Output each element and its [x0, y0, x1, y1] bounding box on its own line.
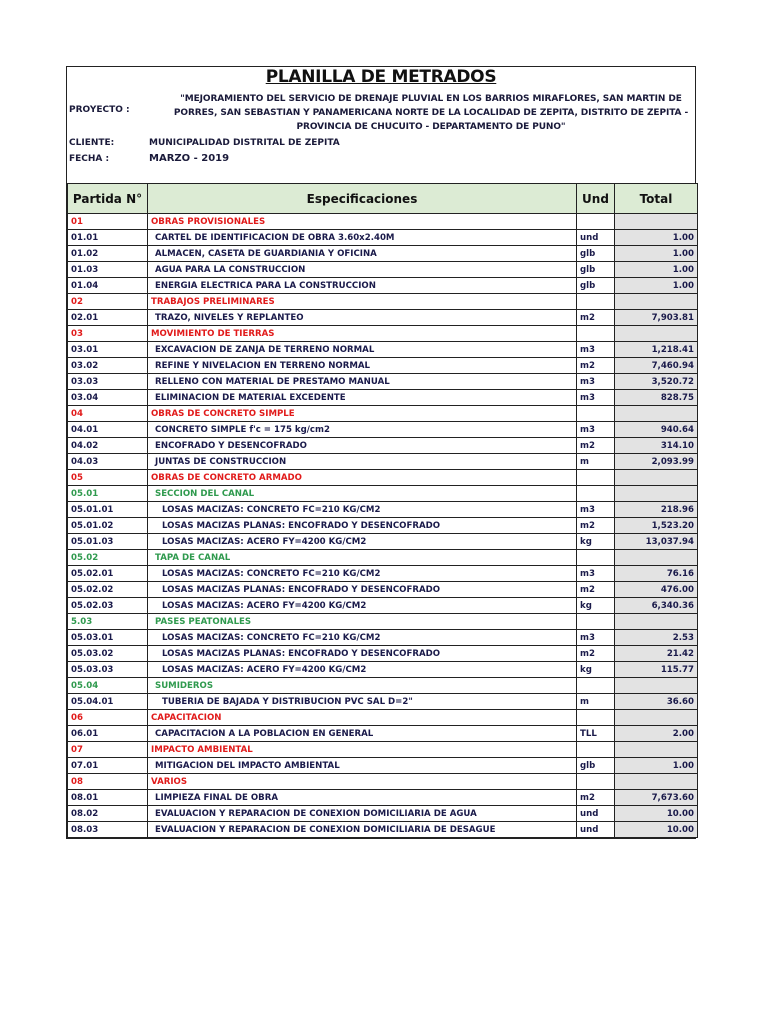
partida-cell: 01.03 [68, 262, 148, 278]
unit-cell: m3 [577, 566, 615, 582]
spec-cell: AGUA PARA LA CONSTRUCCION [148, 262, 577, 278]
total-cell [615, 614, 698, 630]
total-cell: 314.10 [615, 438, 698, 454]
total-cell: 1.00 [615, 246, 698, 262]
total-cell: 218.96 [615, 502, 698, 518]
unit-cell [577, 678, 615, 694]
proyecto-label: PROYECTO : [69, 105, 130, 115]
proyecto-line: PROVINCIA DE CHUCUITO - DEPARTAMENTO DE PUNO" [296, 122, 566, 132]
unit-cell [577, 742, 615, 758]
total-cell: 13,037.94 [615, 534, 698, 550]
unit-cell [577, 326, 615, 342]
unit-cell [577, 614, 615, 630]
total-cell [615, 774, 698, 790]
total-cell: 1,218.41 [615, 342, 698, 358]
table-header-row [68, 184, 698, 214]
total-cell [615, 406, 698, 422]
table-row [68, 518, 698, 534]
table-row [68, 742, 698, 758]
table-row [68, 230, 698, 246]
unit-cell [577, 214, 615, 230]
unit-cell [577, 550, 615, 566]
total-cell: 7,460.94 [615, 358, 698, 374]
table-body [68, 214, 698, 838]
unit-cell: und [577, 822, 615, 838]
partida-cell: 02.01 [68, 310, 148, 326]
unit-cell [577, 406, 615, 422]
spec-cell: CAPACITACION [148, 710, 577, 726]
partida-cell: 05.02.02 [68, 582, 148, 598]
proyecto-line: PORRES, SAN SEBASTIAN Y PANAMERICANA NORTE DE LA LOCALIDAD DE ZEPITA, DISTRITO DE ZEPITA - [173, 108, 689, 118]
unit-cell [577, 470, 615, 486]
unit-cell: glb [577, 246, 615, 262]
proyecto-line: "MEJORAMIENTO DEL SERVICIO DE DRENAJE PLUVIAL EN LOS BARRIOS MIRAFLORES, SAN MARTIN DE [180, 94, 682, 104]
unit-cell: m3 [577, 390, 615, 406]
table-row [68, 582, 698, 598]
total-cell: 1.00 [615, 262, 698, 278]
metrados-table [67, 183, 698, 838]
table-row [68, 294, 698, 310]
unit-cell [577, 486, 615, 502]
table-row [68, 806, 698, 822]
total-cell [615, 294, 698, 310]
unit-cell: kg [577, 662, 615, 678]
unit-cell: glb [577, 262, 615, 278]
spec-cell: OBRAS PROVISIONALES [148, 214, 577, 230]
spec-cell: TRABAJOS PRELIMINARES [148, 294, 577, 310]
spec-cell: ELIMINACION DE MATERIAL EXCEDENTE [148, 390, 577, 406]
proyecto-description [161, 92, 701, 134]
table-row [68, 566, 698, 582]
partida-cell: 06 [68, 710, 148, 726]
partida-cell: 03.03 [68, 374, 148, 390]
partida-cell: 5.03 [68, 614, 148, 630]
unit-cell: kg [577, 534, 615, 550]
total-cell: 76.16 [615, 566, 698, 582]
total-cell: 36.60 [615, 694, 698, 710]
table-row [68, 486, 698, 502]
spec-cell: SUMIDEROS [148, 678, 577, 694]
unit-cell: kg [577, 598, 615, 614]
spec-cell: ENCOFRADO Y DESENCOFRADO [148, 438, 577, 454]
total-cell [615, 710, 698, 726]
partida-cell: 01.02 [68, 246, 148, 262]
total-cell: 10.00 [615, 822, 698, 838]
table-row [68, 614, 698, 630]
table-row [68, 726, 698, 742]
spec-cell: ALMACEN, CASETA DE GUARDIANIA Y OFICINA [148, 246, 577, 262]
table-row [68, 470, 698, 486]
unit-cell: m [577, 694, 615, 710]
unit-cell: m2 [577, 438, 615, 454]
unit-cell: und [577, 230, 615, 246]
table-row [68, 630, 698, 646]
partida-cell: 04.03 [68, 454, 148, 470]
partida-cell: 08.01 [68, 790, 148, 806]
unit-cell: m [577, 454, 615, 470]
total-cell [615, 486, 698, 502]
unit-cell: m3 [577, 342, 615, 358]
total-cell: 476.00 [615, 582, 698, 598]
partida-cell: 07.01 [68, 758, 148, 774]
total-cell: 2,093.99 [615, 454, 698, 470]
partida-cell: 05.02.01 [68, 566, 148, 582]
total-cell [615, 470, 698, 486]
table-row [68, 774, 698, 790]
table-row [68, 550, 698, 566]
unit-cell [577, 294, 615, 310]
sheet-header [67, 67, 695, 183]
spec-cell: IMPACTO AMBIENTAL [148, 742, 577, 758]
spec-cell: EVALUACION Y REPARACION DE CONEXION DOMICILIARIA DE AGUA [148, 806, 577, 822]
spec-cell: CAPACITACION A LA POBLACION EN GENERAL [148, 726, 577, 742]
spec-cell: LOSAS MACIZAS: CONCRETO FC=210 KG/CM2 [148, 502, 577, 518]
spec-cell: CARTEL DE IDENTIFICACION DE OBRA 3.60x2.40M [148, 230, 577, 246]
table-row [68, 502, 698, 518]
total-cell [615, 742, 698, 758]
table-row [68, 358, 698, 374]
unit-cell: und [577, 806, 615, 822]
total-cell: 1.00 [615, 758, 698, 774]
total-cell: 6,340.36 [615, 598, 698, 614]
partida-cell: 04 [68, 406, 148, 422]
unit-cell: m2 [577, 358, 615, 374]
total-cell: 7,673.60 [615, 790, 698, 806]
partida-cell: 05.04.01 [68, 694, 148, 710]
table-row [68, 390, 698, 406]
spec-cell: LOSAS MACIZAS: ACERO FY=4200 KG/CM2 [148, 662, 577, 678]
table-row [68, 406, 698, 422]
spec-cell: MITIGACION DEL IMPACTO AMBIENTAL [148, 758, 577, 774]
total-cell: 940.64 [615, 422, 698, 438]
partida-cell: 05.01.01 [68, 502, 148, 518]
partida-cell: 05.02 [68, 550, 148, 566]
metrados-sheet [66, 66, 696, 839]
table-row [68, 662, 698, 678]
total-cell [615, 326, 698, 342]
partida-cell: 05.01 [68, 486, 148, 502]
partida-cell: 04.01 [68, 422, 148, 438]
total-cell: 3,520.72 [615, 374, 698, 390]
table-row [68, 822, 698, 838]
table-row [68, 422, 698, 438]
spec-cell: LOSAS MACIZAS PLANAS: ENCOFRADO Y DESENCOFRADO [148, 646, 577, 662]
partida-cell: 07 [68, 742, 148, 758]
unit-cell [577, 774, 615, 790]
partida-cell: 05.04 [68, 678, 148, 694]
cliente-label: CLIENTE: [69, 138, 115, 148]
document-title: PLANILLA DE METRADOS [265, 67, 497, 87]
total-cell: 2.53 [615, 630, 698, 646]
total-cell: 10.00 [615, 806, 698, 822]
spec-cell: LOSAS MACIZAS PLANAS: ENCOFRADO Y DESENCOFRADO [148, 518, 577, 534]
spec-cell: LOSAS MACIZAS PLANAS: ENCOFRADO Y DESENCOFRADO [148, 582, 577, 598]
partida-cell: 04.02 [68, 438, 148, 454]
table-row [68, 310, 698, 326]
partida-cell: 05.03.03 [68, 662, 148, 678]
partida-cell: 01 [68, 214, 148, 230]
table-row [68, 262, 698, 278]
spec-cell: LOSAS MACIZAS: ACERO FY=4200 KG/CM2 [148, 534, 577, 550]
spec-cell: ENERGIA ELECTRICA PARA LA CONSTRUCCION [148, 278, 577, 294]
unit-cell: m3 [577, 502, 615, 518]
partida-cell: 08.03 [68, 822, 148, 838]
partida-cell: 01.04 [68, 278, 148, 294]
total-cell [615, 550, 698, 566]
unit-cell: m2 [577, 646, 615, 662]
spec-cell: JUNTAS DE CONSTRUCCION [148, 454, 577, 470]
table-row [68, 758, 698, 774]
unit-cell: glb [577, 278, 615, 294]
partida-cell: 05.01.03 [68, 534, 148, 550]
unit-cell: TLL [577, 726, 615, 742]
partida-cell: 06.01 [68, 726, 148, 742]
partida-cell: 03 [68, 326, 148, 342]
table-row [68, 646, 698, 662]
table-row [68, 326, 698, 342]
spec-cell: TUBERIA DE BAJADA Y DISTRIBUCION PVC SAL D=2" [148, 694, 577, 710]
spec-cell: EXCAVACION DE ZANJA DE TERRENO NORMAL [148, 342, 577, 358]
unit-cell: m3 [577, 374, 615, 390]
table-row [68, 278, 698, 294]
partida-cell: 03.04 [68, 390, 148, 406]
total-cell: 115.77 [615, 662, 698, 678]
table-row [68, 214, 698, 230]
partida-cell: 03.02 [68, 358, 148, 374]
partida-cell: 08.02 [68, 806, 148, 822]
col-total: Total [615, 184, 698, 214]
table-row [68, 678, 698, 694]
spec-cell: TRAZO, NIVELES Y REPLANTEO [148, 310, 577, 326]
unit-cell: m2 [577, 310, 615, 326]
unit-cell: m3 [577, 422, 615, 438]
spec-cell: TAPA DE CANAL [148, 550, 577, 566]
total-cell [615, 678, 698, 694]
total-cell: 7,903.81 [615, 310, 698, 326]
partida-cell: 03.01 [68, 342, 148, 358]
spec-cell: VARIOS [148, 774, 577, 790]
col-partida: Partida N° [68, 184, 148, 214]
partida-cell: 01.01 [68, 230, 148, 246]
partida-cell: 02 [68, 294, 148, 310]
unit-cell: glb [577, 758, 615, 774]
spec-cell: LOSAS MACIZAS: CONCRETO FC=210 KG/CM2 [148, 630, 577, 646]
spec-cell: CONCRETO SIMPLE f'c = 175 kg/cm2 [148, 422, 577, 438]
unit-cell: m2 [577, 518, 615, 534]
unit-cell: m3 [577, 630, 615, 646]
table-row [68, 246, 698, 262]
cliente-value: MUNICIPALIDAD DISTRITAL DE ZEPITA [149, 138, 340, 148]
spec-cell: LOSAS MACIZAS: CONCRETO FC=210 KG/CM2 [148, 566, 577, 582]
spec-cell: OBRAS DE CONCRETO SIMPLE [148, 406, 577, 422]
total-cell: 1,523.20 [615, 518, 698, 534]
table-row [68, 710, 698, 726]
total-cell: 1.00 [615, 230, 698, 246]
total-cell: 828.75 [615, 390, 698, 406]
table-row [68, 374, 698, 390]
table-row [68, 790, 698, 806]
total-cell [615, 214, 698, 230]
spec-cell: RELLENO CON MATERIAL DE PRESTAMO MANUAL [148, 374, 577, 390]
table-row [68, 534, 698, 550]
fecha-value: MARZO - 2019 [149, 153, 230, 164]
spec-cell: LOSAS MACIZAS: ACERO FY=4200 KG/CM2 [148, 598, 577, 614]
table-row [68, 342, 698, 358]
table-row [68, 454, 698, 470]
table-row [68, 438, 698, 454]
spec-cell: LIMPIEZA FINAL DE OBRA [148, 790, 577, 806]
total-cell: 21.42 [615, 646, 698, 662]
spec-cell: REFINE Y NIVELACION EN TERRENO NORMAL [148, 358, 577, 374]
spec-cell: OBRAS DE CONCRETO ARMADO [148, 470, 577, 486]
partida-cell: 08 [68, 774, 148, 790]
partida-cell: 05.01.02 [68, 518, 148, 534]
partida-cell: 05.03.01 [68, 630, 148, 646]
partida-cell: 05.02.03 [68, 598, 148, 614]
table-row [68, 598, 698, 614]
col-und: Und [577, 184, 615, 214]
partida-cell: 05.03.02 [68, 646, 148, 662]
table-row [68, 694, 698, 710]
partida-cell: 05 [68, 470, 148, 486]
fecha-label: FECHA : [69, 154, 110, 164]
unit-cell [577, 710, 615, 726]
spec-cell: PASES PEATONALES [148, 614, 577, 630]
spec-cell: MOVIMIENTO DE TIERRAS [148, 326, 577, 342]
spec-cell: SECCION DEL CANAL [148, 486, 577, 502]
unit-cell: m2 [577, 790, 615, 806]
col-especificaciones: Especificaciones [148, 184, 577, 214]
spec-cell: EVALUACION Y REPARACION DE CONEXION DOMICILIARIA DE DESAGUE [148, 822, 577, 838]
total-cell: 1.00 [615, 278, 698, 294]
unit-cell: m2 [577, 582, 615, 598]
total-cell: 2.00 [615, 726, 698, 742]
